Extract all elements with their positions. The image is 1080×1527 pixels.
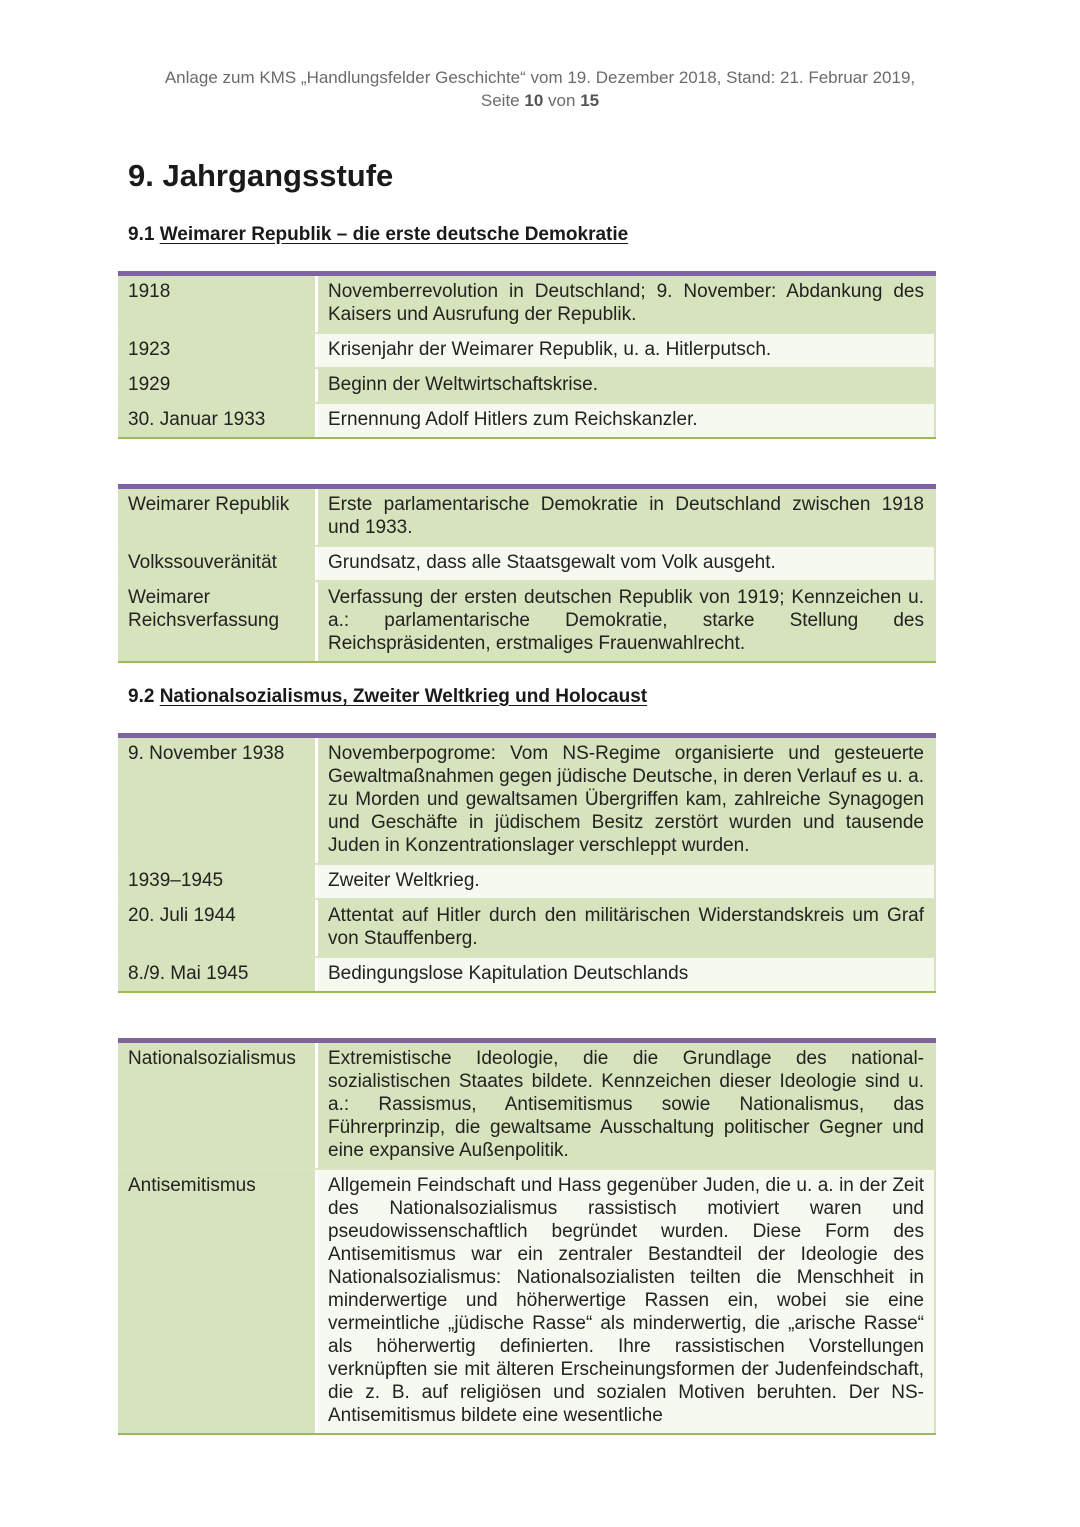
- table-row: [118, 956, 936, 991]
- date-cell: 1939–1945: [118, 865, 315, 898]
- event-cell: Ernennung Adolf Hitlers zum Reichskanzler.: [318, 404, 936, 437]
- event-cell: Novemberpogrome: Vom NS-Regime organisierte und gesteuerte Gewaltmaßnahmen gegen jüdische Deutsche, in deren Verlauf es u. a. zu Morden und gewaltsamen Übergriffen kam, zahlreiche Synagogen und Geschäfte in jüdischem Besitz zerstört wurden und tausende Juden in Konzentrationslager verschleppt wurden.: [318, 738, 936, 863]
- date-cell: 20. Juli 1944: [118, 900, 315, 956]
- table-row: [118, 489, 936, 545]
- term-cell: Nationalsozialismus: [118, 1043, 315, 1168]
- table-row: [118, 580, 936, 661]
- section-number: 9.2: [128, 686, 155, 707]
- definition-cell: Allgemein Feindschaft und Hass gegenüber Juden, die u. a. in der Zeit des Nationalsozialismus rassistisch motiviert waren und pseudowissenschaftlich begründet wurden. Diese Form des Antisemitismus war ein zentraler Bestandteil der Ideologie des Nationalsozialismus: Nationalsozialisten teilten die Menschheit in minderwertige und höherwertige Rassen ein, wobei sie eine vermeintliche „jüdische Rasse“ als minderwertig, die „arische Rasse“ als höherwertig definierten. Ihre rassistischen Vorstellungen verknüpften sie mit älteren Erscheinungsformen der Judenfeindschaft, die z. B. auf religiösen und sozialen Motiven beruhten. Der NS-Antisemitismus bildete eine wesentliche: [318, 1170, 936, 1433]
- table-row: [118, 367, 936, 402]
- date-cell: 1929: [118, 369, 315, 402]
- event-cell: Beginn der Weltwirtschaftskrise.: [318, 369, 936, 402]
- term-cell: Weimarer Reichsverfassung: [118, 582, 315, 661]
- date-cell: 1918: [118, 276, 315, 332]
- page-number: 10: [524, 91, 544, 110]
- dates-table-9-2: [118, 733, 936, 993]
- terms-table-9-1: [118, 484, 936, 663]
- section-title: Nationalsozialismus, Zweiter Weltkrieg und Holocaust: [159, 686, 648, 707]
- definition-cell: Extremistische Ideologie, die die Grundlage des national-sozialistischen Staates bildete. Kennzeichen dieser Ideologie sind u. a.: Rassismus, Antisemitismus sowie Nationalismus, das Führerprinzip, die gewaltsame Ausschaltung politischer Gegner und eine expansive Außenpolitik.: [318, 1043, 936, 1168]
- table-row: [118, 1168, 936, 1433]
- event-cell: Novemberrevolution in Deutschland; 9. November: Abdankung des Kaisers und Ausrufung der Republik.: [318, 276, 936, 332]
- event-cell: Krisenjahr der Weimarer Republik, u. a. Hitlerputsch.: [318, 334, 936, 367]
- terms-table-9-2: [118, 1038, 936, 1435]
- table-row: [118, 738, 936, 863]
- dates-table-9-1: [118, 271, 936, 439]
- date-cell: 9. November 1938: [118, 738, 315, 863]
- table-row: [118, 332, 936, 367]
- page-total: 15: [580, 91, 600, 110]
- event-cell: Attentat auf Hitler durch den militärischen Widerstandskreis um Graf von Stauffenberg.: [318, 900, 936, 956]
- page-of-label: von: [548, 91, 576, 110]
- date-cell: 1923: [118, 334, 315, 367]
- page-counter: [0, 89, 1080, 112]
- page-title: 9. Jahrgangsstufe: [128, 158, 394, 193]
- date-cell: 8./9. Mai 1945: [118, 958, 315, 991]
- date-cell: 30. Januar 1933: [118, 404, 315, 437]
- event-cell: Bedingungslose Kapitulation Deutschlands: [318, 958, 936, 991]
- term-cell: Volkssouveränität: [118, 547, 315, 580]
- page-header: [0, 66, 1080, 112]
- page-label: Seite: [480, 91, 520, 110]
- table-row: [118, 863, 936, 898]
- section-heading-9-1: [128, 224, 628, 246]
- definition-cell: Grundsatz, dass alle Staatsgewalt vom Volk ausgeht.: [318, 547, 936, 580]
- definition-cell: Erste parlamentarische Demokratie in Deutschland zwischen 1918 und 1933.: [318, 489, 936, 545]
- section-heading-9-2: [128, 686, 647, 708]
- header-line: Anlage zum KMS „Handlungsfelder Geschichte“ vom 19. Dezember 2018, Stand: 21. Februar 2019,: [164, 68, 916, 87]
- table-row: [118, 898, 936, 956]
- table-row: [118, 1043, 936, 1168]
- section-title: Weimarer Republik – die erste deutsche Demokratie: [159, 224, 629, 245]
- event-cell: Zweiter Weltkrieg.: [318, 865, 936, 898]
- section-number: 9.1: [128, 224, 155, 245]
- term-cell: Weimarer Republik: [118, 489, 315, 545]
- term-cell: Antisemitismus: [118, 1170, 315, 1433]
- table-row: [118, 545, 936, 580]
- definition-cell: Verfassung der ersten deutschen Republik von 1919; Kennzeichen u. a.: parlamentarische Demokratie, starke Stellung des Reichspräsidenten, erstmaliges Frauenwahlrecht.: [318, 582, 936, 661]
- table-row: [118, 402, 936, 437]
- table-row: [118, 276, 936, 332]
